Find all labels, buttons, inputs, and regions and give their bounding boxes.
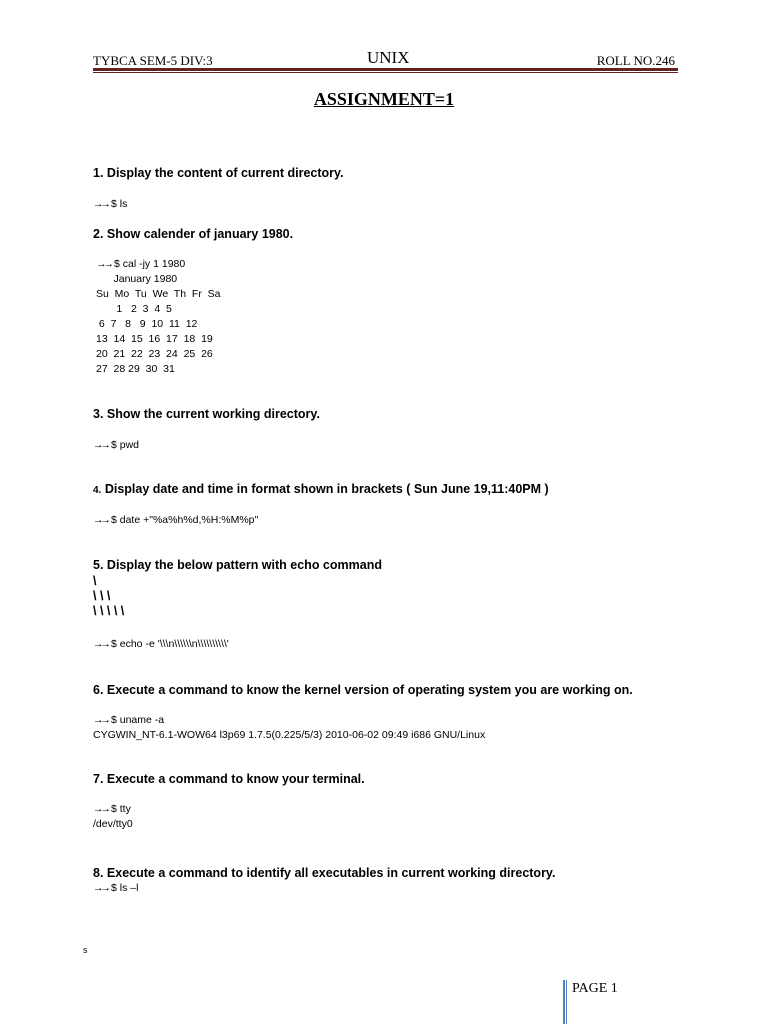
question-number: 4. [93,485,102,496]
arrow-icon: →→ [93,638,108,650]
answer-command: $ pwd [111,439,140,451]
arrow-icon: →→ [93,714,108,726]
page-number: PAGE 1 [572,981,618,996]
answer-5 [93,638,229,650]
answer-command: $ cal -jy 1 1980 [114,258,186,270]
assignment-title: ASSIGNMENT=1 [313,89,455,109]
question-3 [93,407,320,421]
calendar-line: 27 28 29 30 31 [96,363,175,375]
question-number: 8. [93,866,104,880]
command-output: CYGWIN_NT-6.1-WOW64 l3p69 1.7.5(0.225/5/3) 2010-06-02 09:49 i686 GNU/Linux [93,729,486,741]
question-number: 2. [93,227,104,241]
calendar-line: January 1980 [96,273,178,285]
answer-3 [93,439,139,451]
footer-bar-thick [563,980,565,1024]
question-number: 6. [93,683,104,697]
answer-command: $ uname -a [111,714,165,726]
question-text: Execute a command to identify all executables in current working directory. [106,866,556,880]
calendar-line: 20 21 22 23 24 25 26 [96,348,213,360]
header-roll-number: ROLL NO.246 [596,53,675,68]
page-header [93,48,675,68]
answer-7 [93,803,131,815]
header-rule-thick [93,68,678,71]
answer-6 [93,714,164,726]
command-output: /dev/tty0 [93,818,133,830]
question-6 [93,683,633,697]
answer-4 [93,514,258,526]
pattern-line: \ \ \ \ \ [93,604,125,618]
answer-2 [96,258,185,270]
question-4 [93,482,549,496]
answer-command: $ date +"%a%h%d,%H:%M%p" [111,514,259,526]
question-number: 3. [93,407,104,421]
answer-8 [93,882,138,894]
arrow-icon: →→ [96,258,111,270]
question-5 [93,558,382,572]
calendar-line: 6 7 8 9 10 11 12 [96,318,198,330]
answer-command: $ ls –l [111,882,139,894]
question-2 [93,227,293,241]
calendar-line: 1 2 3 4 5 [96,303,172,315]
question-text: Execute a command to know your terminal. [106,772,365,786]
question-text: Display date and time in format shown in brackets ( Sun June 19,11:40PM ) [104,482,549,496]
answer-command: $ echo -e '\\\n\\\\\\n\\\\\\\\\\' [111,638,229,650]
calendar-line: Su Mo Tu We Th Fr Sa [96,288,221,300]
answer-command: $ ls [111,198,128,210]
question-text: Display the below pattern with echo command [106,558,382,572]
question-text: Show calender of january 1980. [106,227,294,241]
arrow-icon: →→ [93,803,108,815]
answer-1 [93,198,127,210]
question-text: Execute a command to know the kernel version of operating system you are working on. [106,683,633,697]
question-1 [93,166,344,180]
question-text: Display the content of current directory. [106,166,344,180]
footer-bar-thin [566,980,567,1024]
question-number: 5. [93,558,104,572]
arrow-icon: →→ [93,198,108,210]
pattern-line: \ \ \ [93,589,111,603]
calendar-line: 13 14 15 16 17 18 19 [96,333,213,345]
header-class-info: TYBCA SEM-5 DIV:3 [93,53,213,68]
answer-command: $ tty [111,803,131,815]
backslash-pattern [93,574,124,619]
question-text: Show the current working directory. [106,407,320,421]
arrow-icon: →→ [93,514,108,526]
arrow-icon: →→ [93,439,108,451]
question-8 [93,866,555,880]
question-7 [93,772,365,786]
header-rule-thin [93,72,678,73]
question-number: 1. [93,166,104,180]
question-number: 7. [93,772,104,786]
header-subject: UNIX [367,48,410,67]
stray-mark: s [83,945,88,955]
pattern-line: \ [93,574,97,588]
calendar-output [96,272,221,377]
arrow-icon: →→ [93,882,108,894]
